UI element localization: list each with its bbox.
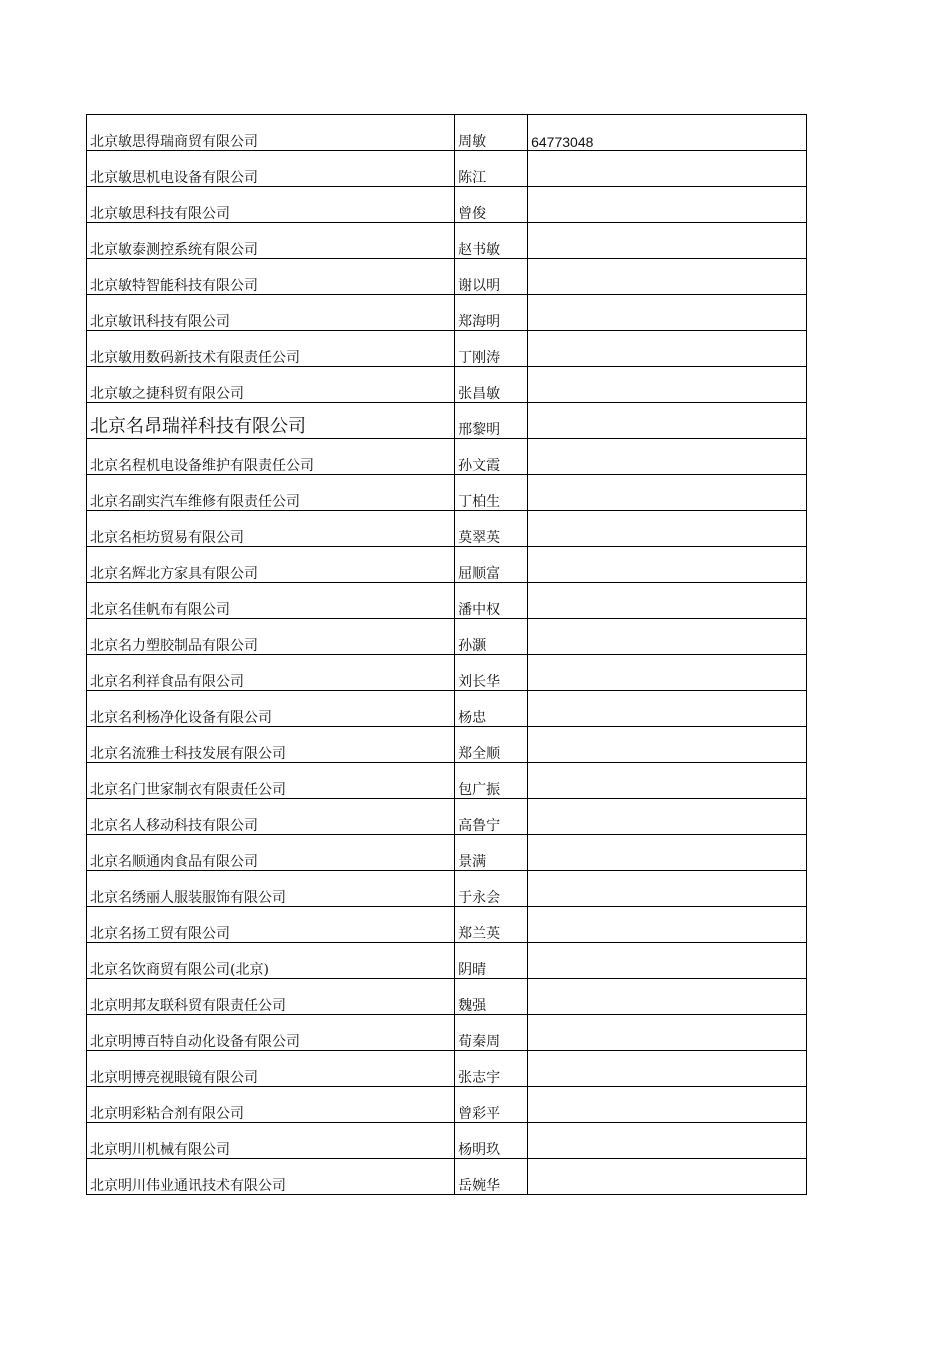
contact-cell-text: 杨明玖 [458,1142,501,1158]
company-cell-text: 北京明川机械有限公司 [90,1142,230,1158]
table-row [87,439,807,475]
company-cell-text: 北京名昂瑞祥科技有限公司 [90,416,306,437]
company-cell [87,583,455,619]
phone-cell [528,907,807,943]
contact-cell-text: 张昌敏 [458,386,501,402]
company-cell-text: 北京敏用数码新技术有限责任公司 [90,350,300,366]
table-row [87,259,807,295]
table-row [87,943,807,979]
contact-cell [455,115,528,151]
contact-cell [455,1087,528,1123]
company-contact-table [86,114,807,1195]
company-cell [87,547,455,583]
phone-cell [528,763,807,799]
table-row [87,151,807,187]
table-row [87,223,807,259]
contact-cell [455,943,528,979]
company-cell-text: 北京明川伟业通讯技术有限公司 [90,1178,286,1194]
phone-cell [528,331,807,367]
company-cell [87,187,455,223]
company-cell [87,1159,455,1195]
contact-cell-text: 邢黎明 [458,422,501,438]
phone-cell [528,439,807,475]
contact-cell [455,439,528,475]
contact-cell-text: 莫翠英 [458,530,501,546]
company-cell-text: 北京敏思机电设备有限公司 [90,170,258,186]
phone-cell [528,1159,807,1195]
table-row [87,115,807,151]
contact-cell-text: 包广振 [458,782,501,798]
contact-cell-text: 屈顺富 [458,566,501,582]
company-cell [87,943,455,979]
table-row [87,763,807,799]
contact-cell [455,691,528,727]
contact-cell-text: 景满 [458,854,487,870]
contact-cell [455,259,528,295]
contact-cell [455,871,528,907]
contact-cell-text: 陈江 [458,170,487,186]
table-row [87,1087,807,1123]
contact-cell [455,583,528,619]
company-cell-text: 北京名副实汽车维修有限责任公司 [90,494,300,510]
company-cell [87,619,455,655]
company-cell-text: 北京明博百特自动化设备有限公司 [90,1034,300,1050]
table-row [87,367,807,403]
contact-cell [455,403,528,439]
table-row [87,187,807,223]
phone-cell [528,403,807,439]
company-cell-text: 北京名辉北方家具有限公司 [90,566,258,582]
contact-cell [455,151,528,187]
company-cell [87,835,455,871]
company-cell [87,331,455,367]
company-cell [87,1087,455,1123]
contact-cell-text: 赵书敏 [458,242,501,258]
company-cell [87,763,455,799]
table-row [87,475,807,511]
phone-cell [528,367,807,403]
table-row [87,691,807,727]
phone-cell [528,727,807,763]
company-cell-text: 北京名饮商贸有限公司(北京) [90,962,269,978]
phone-cell [528,583,807,619]
company-cell [87,691,455,727]
contact-cell-text: 曾俊 [458,206,487,222]
company-cell [87,979,455,1015]
contact-cell [455,331,528,367]
contact-cell [455,727,528,763]
contact-cell-text: 丁刚涛 [458,350,501,366]
company-cell-text: 北京敏特智能科技有限公司 [90,278,258,294]
company-cell [87,1051,455,1087]
contact-cell-text: 潘中权 [458,602,501,618]
contact-cell [455,367,528,403]
contact-cell [455,547,528,583]
contact-cell [455,1015,528,1051]
contact-cell-text: 杨忠 [458,710,487,726]
company-cell [87,223,455,259]
contact-cell-text: 高鲁宁 [458,818,501,834]
phone-cell [528,115,807,151]
contact-cell [455,1123,528,1159]
company-cell-text: 北京名绣丽人服装服饰有限公司 [90,890,286,906]
table-row [87,835,807,871]
phone-cell [528,619,807,655]
table-row [87,1123,807,1159]
table-row [87,619,807,655]
company-cell-text: 北京名程机电设备维护有限责任公司 [90,458,314,474]
company-cell [87,151,455,187]
company-cell-text: 北京名利杨净化设备有限公司 [90,710,272,726]
contact-cell [455,223,528,259]
company-cell-text: 北京名人移动科技有限公司 [90,818,258,834]
table-row [87,655,807,691]
phone-cell [528,1015,807,1051]
contact-cell [455,619,528,655]
company-cell [87,907,455,943]
company-cell [87,295,455,331]
company-cell-text: 北京敏之捷科贸有限公司 [90,386,244,402]
contact-cell-text: 郑全顺 [458,746,501,762]
company-cell-text: 北京明彩粘合剂有限公司 [90,1106,244,1122]
contact-cell-text: 于永会 [458,890,501,906]
company-cell-text: 北京名利祥食品有限公司 [90,674,244,690]
contact-cell [455,655,528,691]
phone-cell [528,223,807,259]
contact-cell [455,1159,528,1195]
phone-cell [528,1051,807,1087]
table-row [87,1159,807,1195]
company-cell [87,403,455,439]
table-row [87,871,807,907]
contact-cell-text: 周敏 [458,134,487,150]
phone-cell [528,295,807,331]
phone-cell [528,547,807,583]
phone-cell [528,835,807,871]
company-cell-text: 北京敏讯科技有限公司 [90,314,230,330]
contact-cell-text: 刘长华 [458,674,501,690]
table-row [87,1051,807,1087]
company-cell [87,655,455,691]
phone-cell [528,943,807,979]
table-row [87,295,807,331]
table-row [87,907,807,943]
company-cell [87,871,455,907]
contact-cell-text: 孙文霞 [458,458,501,474]
phone-cell-text: 64773048 [531,134,594,150]
company-cell [87,259,455,295]
contact-cell-text: 岳婉华 [458,1178,501,1194]
contact-cell [455,799,528,835]
contact-cell [455,979,528,1015]
phone-cell [528,475,807,511]
contact-cell [455,511,528,547]
company-cell-text: 北京敏思科技有限公司 [90,206,230,222]
company-cell-text: 北京名扬工贸有限公司 [90,926,230,942]
table-row [87,1015,807,1051]
company-cell [87,511,455,547]
phone-cell [528,871,807,907]
company-cell-text: 北京名柜坊贸易有限公司 [90,530,244,546]
company-cell [87,439,455,475]
contact-cell [455,475,528,511]
company-cell-text: 北京敏思得瑞商贸有限公司 [90,134,258,150]
company-cell-text: 北京名顺通肉食品有限公司 [90,854,258,870]
table-row [87,547,807,583]
phone-cell [528,1123,807,1159]
company-cell [87,1015,455,1051]
table-row [87,583,807,619]
table-row [87,331,807,367]
table-body [87,115,807,1195]
contact-cell [455,187,528,223]
phone-cell [528,151,807,187]
contact-cell-text: 郑海明 [458,314,501,330]
company-cell [87,799,455,835]
contact-cell-text: 孙灏 [458,638,487,654]
contact-cell [455,1051,528,1087]
company-cell [87,115,455,151]
company-cell-text: 北京名流雅士科技发展有限公司 [90,746,286,762]
company-cell-text: 北京名力塑胶制品有限公司 [90,638,258,654]
company-cell-text: 北京名佳帆布有限公司 [90,602,230,618]
contact-cell [455,295,528,331]
contact-cell [455,835,528,871]
contact-cell-text: 魏强 [458,998,487,1014]
contact-cell [455,907,528,943]
contact-cell-text: 荀秦周 [458,1034,501,1050]
phone-cell [528,979,807,1015]
table-row [87,979,807,1015]
phone-cell [528,1087,807,1123]
company-cell [87,475,455,511]
phone-cell [528,187,807,223]
contact-cell-text: 张志宇 [458,1070,501,1086]
phone-cell [528,511,807,547]
company-cell [87,727,455,763]
phone-cell [528,799,807,835]
contact-cell-text: 阴晴 [458,962,487,978]
table-row [87,511,807,547]
company-cell-text: 北京敏泰测控系统有限公司 [90,242,258,258]
contact-cell-text: 曾彩平 [458,1106,501,1122]
company-cell-text: 北京明博亮视眼镜有限公司 [90,1070,258,1086]
company-cell [87,367,455,403]
table-row [87,403,807,439]
phone-cell [528,259,807,295]
contact-cell-text: 郑兰英 [458,926,501,942]
contact-cell-text: 丁柏生 [458,494,501,510]
company-cell-text: 北京名门世家制衣有限责任公司 [90,782,286,798]
phone-cell [528,655,807,691]
contact-cell-text: 谢以明 [458,278,501,294]
company-cell-text: 北京明邦友联科贸有限责任公司 [90,998,286,1014]
table-row [87,727,807,763]
company-cell [87,1123,455,1159]
table-row [87,799,807,835]
phone-cell [528,691,807,727]
contact-cell [455,763,528,799]
